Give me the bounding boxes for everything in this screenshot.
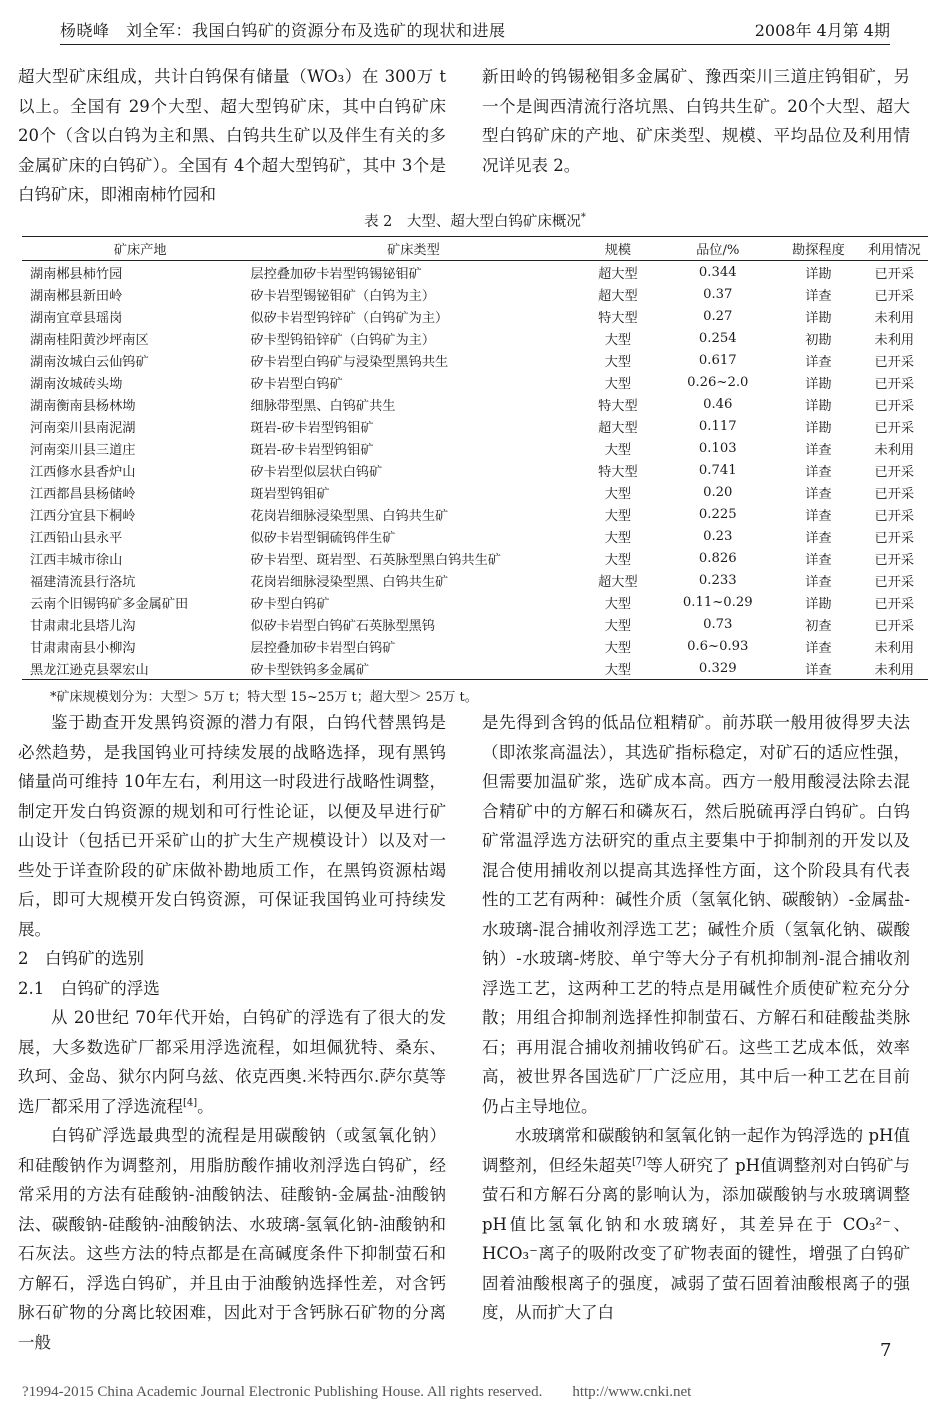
top-left-column xyxy=(18,62,446,210)
table-cell: 详勘 xyxy=(805,266,832,282)
section-heading-2: 2 白钨矿的选别 xyxy=(18,949,144,968)
table-row xyxy=(22,503,928,525)
table-row xyxy=(22,459,928,481)
table-cell: 大型 xyxy=(604,508,632,524)
table-cell: 云南个旧锡钨矿多金属矿田 xyxy=(30,596,189,612)
table-cell: 超大型 xyxy=(598,266,638,282)
table-cell: 湖南汝城砖头坳 xyxy=(30,376,123,392)
table-cell: 特大型 xyxy=(598,398,638,414)
table-cell: 详勘 xyxy=(805,310,832,326)
table-cell: 0.23 xyxy=(703,528,733,544)
table-cell: 详查 xyxy=(805,288,832,304)
table-cell: 详查 xyxy=(805,640,832,656)
table-cell: 0.26~2.0 xyxy=(687,374,749,390)
table-cell: 详勘 xyxy=(805,420,832,436)
table-cell: 详查 xyxy=(805,354,832,370)
bottom-right-column xyxy=(482,708,910,1328)
table-row xyxy=(22,635,928,657)
header-rule xyxy=(60,44,890,45)
table-cell: 斑岩-矽卡岩型钨钼矿 xyxy=(250,420,374,436)
paragraph-typical-flow: 白钨矿浮选最典型的流程是用碳酸钠（或氢氧化钠）和硅酸钠作为调整剂，用脂肪酸作捕收剂浮选白钨矿，经常采用的方法有硅酸钠-油酸钠法、硅酸钠-金属盐-油酸钠法、碳酸钠-硅酸钠-油酸钠法、水玻璃-氢氧化钠-油酸钠和石灰法。这些方法的特点都是在高碱度条件下抑制萤石和方解石，浮选白钨矿，并且由于油酸钠选择性差，对含钙脉石矿物的分离比较困难，因此对于含钙脉石矿物的分离一般 xyxy=(18,1126,446,1352)
table-cell: 湖南宜章县瑶岗 xyxy=(30,310,123,326)
paragraph-ph-regulator xyxy=(482,1121,910,1328)
table-cell: 花岗岩细脉浸染型黑、白钨共生矿 xyxy=(250,574,449,590)
table-caption-text: 表 2 大型、超大型白钨矿床概况 xyxy=(364,214,581,230)
running-header xyxy=(60,16,890,46)
table-cell: 详查 xyxy=(805,530,832,546)
table-cell: 已开采 xyxy=(874,464,915,480)
table-cell: 超大型 xyxy=(598,420,638,436)
table-cell: 0.826 xyxy=(698,550,737,566)
table-cell: 详勘 xyxy=(805,596,832,612)
table-cell: 矽卡型钨铅锌矿（白钨矿为主） xyxy=(250,332,436,348)
table-body xyxy=(22,261,928,680)
deposit-table xyxy=(22,236,928,680)
header-issue: 2008年 4月第 4期 xyxy=(754,21,890,40)
table-cell: 未利用 xyxy=(874,332,915,348)
table-row xyxy=(22,327,928,349)
section-heading-2-1: 2.1 白钨矿的浮选 xyxy=(18,978,160,998)
table-cell: 矽卡型铁钨多金属矿 xyxy=(250,662,370,678)
table-cell: 已开采 xyxy=(874,618,915,634)
table-row xyxy=(22,437,928,459)
table-caption-mark: * xyxy=(580,212,586,224)
table-cell: 已开采 xyxy=(874,508,915,524)
table-cell: 0.254 xyxy=(698,330,737,346)
table-cell: 已开采 xyxy=(874,574,915,590)
table-row xyxy=(22,481,928,503)
table-cell: 江西分宜县下桐岭 xyxy=(30,508,136,524)
table-cell: 矽卡型白钨矿 xyxy=(250,596,330,612)
table-cell: 0.20 xyxy=(703,484,733,500)
table-cell: 已开采 xyxy=(874,596,915,612)
table-cell: 大型 xyxy=(604,596,632,612)
table-cell: 已开采 xyxy=(874,376,915,392)
table-row xyxy=(22,547,928,569)
citation-7: [7] xyxy=(632,1156,647,1167)
table-cell: 0.37 xyxy=(703,286,733,302)
table-row xyxy=(22,305,928,327)
table-cell: 特大型 xyxy=(598,310,638,326)
table-row xyxy=(22,349,928,371)
col-header-scale: 规模 xyxy=(604,243,632,258)
table-row xyxy=(22,613,928,635)
table-cell: 已开采 xyxy=(874,398,915,414)
table-cell: 0.741 xyxy=(698,462,737,478)
table-cell: 初查 xyxy=(805,618,832,634)
table-cell: 超大型 xyxy=(598,288,638,304)
table-cell: 斑岩-矽卡岩型钨钼矿 xyxy=(250,442,374,458)
table-cell: 矽卡岩型白钨矿与浸染型黑钨共生 xyxy=(250,354,449,370)
table-cell: 0.11~0.29 xyxy=(682,594,753,610)
table-cell: 0.117 xyxy=(698,418,737,434)
page-number: 7 xyxy=(880,1340,892,1361)
table-cell: 矽卡岩型锡铋钼矿（白钨为主） xyxy=(250,288,436,304)
table-row xyxy=(22,591,928,613)
table-cell: 特大型 xyxy=(598,464,638,480)
col-header-utilization: 利用情况 xyxy=(867,243,921,258)
table-cell: 0.73 xyxy=(703,616,733,632)
table-cell: 已开采 xyxy=(874,552,915,568)
col-header-location: 矿床产地 xyxy=(113,243,167,258)
table-cell: 未利用 xyxy=(874,442,915,458)
paragraph-processes: 是先得到含钨的低品位粗精矿。前苏联一般用彼得罗夫法（即浓浆高温法），其选矿指标稳定，对矿石的适应性强，但需要加温矿浆，选矿成本高。西方一般用酸浸法除去混合精矿中的方解石和磷灰石，然后脱硫再浮白钨矿。白钨矿常温浮选方法研究的重点主要集中于抑制剂的开发以及混合使用捕收剂以提高其选择性方面，这个阶段具有代表性的工艺有两种：碱性介质（氢氧化钠、碳酸钠）-金属盐-水玻璃-混合捕收剂浮选工艺；碱性介质（氢氧化钠、碳酸钠）-水玻璃-烤胶、单宁等大分子有机抑制剂-混合捕收剂浮选工艺，这两种工艺的特点是用碱性介质使矿粒充分分散；用组合抑制剂选择性抑制萤石、方解石和硅酸盐类脉石；再用混合捕收剂捕收钨矿石。这些工艺成本低，效率高，被世界各国选矿厂广泛应用，其中后一种工艺在目前仍占主导地位。 xyxy=(482,713,910,1116)
header-authors-title: 杨晓峰 刘全军：我国白钨矿的资源分布及选矿的现状和进展 xyxy=(60,21,506,40)
flotation-history-text: 从 20世纪 70年代开始，白钨矿的浮选有了很大的发展，大多数选矿厂都采用浮选流程，如坦佩犹特、桑东、玖珂、金岛、狱尔内阿乌兹、依克西奥.米特西尔.萨尔莫等选厂都采用了浮选流程 xyxy=(18,1008,446,1116)
paragraph-strategy: 鉴于勘查开发黑钨资源的潜力有限，白钨代替黑钨是必然趋势，是我国钨业可持续发展的战略选择，现有黑钨储量尚可维持 10年左右，利用这一时段进行战略性调整，制定开发白钨资源的规划和可行性论证，以便及早进行矿山设计（包括已开采矿山的扩大生产规模设计）以及对一些处于详查阶段的矿床做补勘地质工作，在黑钨资源枯竭后，即可大规模开发白钨资源，可保证我国钨业可持续发展。 xyxy=(18,713,446,939)
table-cell: 湖南衡南县杨林坳 xyxy=(30,398,136,414)
table-cell: 详勘 xyxy=(805,398,832,414)
table-row xyxy=(22,657,928,680)
table-cell: 江西铅山县永平 xyxy=(30,530,123,546)
table-cell: 0.617 xyxy=(698,352,737,368)
table-cell: 黑龙江逊克县翠宏山 xyxy=(30,662,149,678)
table-cell: 大型 xyxy=(604,354,632,370)
table-row xyxy=(22,393,928,415)
table-cell: 大型 xyxy=(604,332,632,348)
table-cell: 0.233 xyxy=(698,572,737,588)
table-cell: 未利用 xyxy=(874,662,915,678)
table-cell: 未利用 xyxy=(874,640,915,656)
table-cell: 福建清流县行洛坑 xyxy=(30,574,136,590)
col-header-exploration: 勘探程度 xyxy=(792,243,845,258)
table-cell: 0.329 xyxy=(698,660,737,676)
table-cell: 详查 xyxy=(805,574,832,590)
table-cell: 河南栾川县三道庄 xyxy=(30,442,136,458)
table-cell: 湖南汝城白云仙钨矿 xyxy=(30,354,149,370)
table-cell: 江西修水县香炉山 xyxy=(30,464,136,480)
top-right-paragraph: 新田岭的钨锡秘钼多金属矿、豫西栾川三道庄钨钼矿，另一个是闽西清流行洛坑黑、白钨共生矿。20个大型、超大型白钨矿床的产地、矿床类型、规模、平均品位及利用情况详见表 2。 xyxy=(482,67,910,175)
col-header-type: 矿床类型 xyxy=(387,243,440,258)
table-cell: 大型 xyxy=(604,486,632,502)
table-cell: 0.225 xyxy=(698,506,737,522)
table-cell: 似矽卡岩型铜硫钨伴生矿 xyxy=(250,530,396,546)
col-header-grade: 品位/% xyxy=(696,243,740,258)
table-cell: 0.27 xyxy=(703,308,733,324)
table-cell: 似矽卡岩型钨锌矿（白钨矿为主） xyxy=(250,310,449,326)
top-right-column xyxy=(482,62,910,180)
table-cell: 初勘 xyxy=(805,332,832,348)
table-cell: 已开采 xyxy=(874,354,915,370)
table-cell: 未利用 xyxy=(874,310,915,326)
table-cell: 详查 xyxy=(805,486,832,502)
table-cell: 0.6~0.93 xyxy=(687,638,749,654)
table-cell: 大型 xyxy=(604,640,632,656)
table-cell: 详查 xyxy=(805,464,832,480)
table-row xyxy=(22,283,928,305)
flotation-history-end: 。 xyxy=(197,1096,214,1116)
table-cell: 大型 xyxy=(604,530,632,546)
copyright-footer: ?1994-2015 China Academic Journal Electronic Publishing House. All rights reserved. http://www.cnki.net xyxy=(22,1384,692,1400)
table-cell: 详查 xyxy=(805,552,832,568)
table-row xyxy=(22,261,928,284)
table-cell: 花岗岩细脉浸染型黑、白钨共生矿 xyxy=(250,508,449,524)
table-cell: 已开采 xyxy=(874,486,915,502)
table-cell: 0.344 xyxy=(698,264,737,280)
table-cell: 湖南郴县柿竹园 xyxy=(30,266,123,282)
table-caption xyxy=(0,210,950,231)
table-cell: 湖南桂阳黄沙坪南区 xyxy=(30,332,149,348)
table-cell: 已开采 xyxy=(874,288,915,304)
ph-regulator-text-a: 水玻璃常和碳酸钠和氢氧化钠一起作为钨浮选的 pH值调整剂，但经朱超英 xyxy=(482,1126,910,1175)
top-left-paragraph: 超大型矿床组成，共计白钨保有储量（WO₃）在 300万 t以上。全国有 29个大型、超大型钨矿床，其中白钨矿床 20个（含以白钨为主和黑、白钨共生矿以及伴生有关的多金属矿床的白钨矿）。全国有 4个超大型钨矿，其中 3个是白钨矿床，即湘南柿竹园和 xyxy=(18,67,446,204)
table-cell: 大型 xyxy=(604,442,632,458)
bottom-left-column xyxy=(18,708,446,1357)
table-cell: 0.46 xyxy=(703,396,733,412)
table-row xyxy=(22,371,928,393)
table-row xyxy=(22,525,928,547)
table-cell: 已开采 xyxy=(874,266,915,282)
table-cell: 江西丰城市徐山 xyxy=(30,552,123,568)
table-cell: 详查 xyxy=(805,662,832,678)
table-cell: 甘肃肃南县小柳沟 xyxy=(30,640,136,656)
table-cell: 似矽卡岩型白钨矿石英脉型黑钨 xyxy=(250,618,436,634)
table-row xyxy=(22,569,928,591)
table-cell: 湖南郴县新田岭 xyxy=(30,288,123,304)
table-cell: 超大型 xyxy=(598,574,638,590)
table-cell: 大型 xyxy=(604,618,632,634)
table-header-row xyxy=(22,237,928,261)
table-footnote: *矿床规模划分为：大型＞ 5万 t；特大型 15~25万 t；超大型＞ 25万 t。 xyxy=(50,690,478,705)
table-cell: 大型 xyxy=(604,552,632,568)
table-cell: 已开采 xyxy=(874,420,915,436)
table-cell: 江西都昌县杨储岭 xyxy=(30,486,136,502)
table-cell: 层控叠加矽卡岩型白钨矿 xyxy=(250,640,396,656)
table-cell: 大型 xyxy=(604,662,632,678)
table-cell: 甘肃肃北县塔儿沟 xyxy=(30,618,136,634)
ph-regulator-text-b: 等人研究了 pH值调整剂对白钨矿与萤石和方解石分离的影响认为，添加碳酸钠与水玻璃调整 pH值比氢氧化钠和水玻璃好，其差异在于 CO₃²⁻、HCO₃⁻离子的吸附改变了矿物表面的键性，增强了白钨矿固着油酸根离子的强度，减弱了萤石固着油酸根离子的强度，从而扩大了白 xyxy=(482,1155,911,1322)
table-cell: 详查 xyxy=(805,508,832,524)
table-cell: 详勘 xyxy=(805,376,832,392)
citation-4: [4] xyxy=(183,1097,198,1108)
table-cell: 河南栾川县南泥湖 xyxy=(30,420,136,436)
table-cell: 层控叠加矽卡岩型钨锡铋钼矿 xyxy=(250,266,422,282)
table-cell: 细脉带型黑、白钨矿共生 xyxy=(250,398,396,414)
table-cell: 详查 xyxy=(805,442,832,458)
table-row xyxy=(22,415,928,437)
table-cell: 矽卡岩型、斑岩型、石英脉型黑白钨共生矿 xyxy=(250,552,501,568)
table-cell: 斑岩型钨钼矿 xyxy=(250,486,330,502)
paragraph-flotation-history xyxy=(18,1003,446,1121)
table-cell: 矽卡岩型白钨矿 xyxy=(250,376,343,392)
table-cell: 已开采 xyxy=(874,530,915,546)
table-cell: 矽卡岩型似层状白钨矿 xyxy=(250,464,383,480)
table-cell: 0.103 xyxy=(698,440,737,456)
table-cell: 大型 xyxy=(604,376,632,392)
